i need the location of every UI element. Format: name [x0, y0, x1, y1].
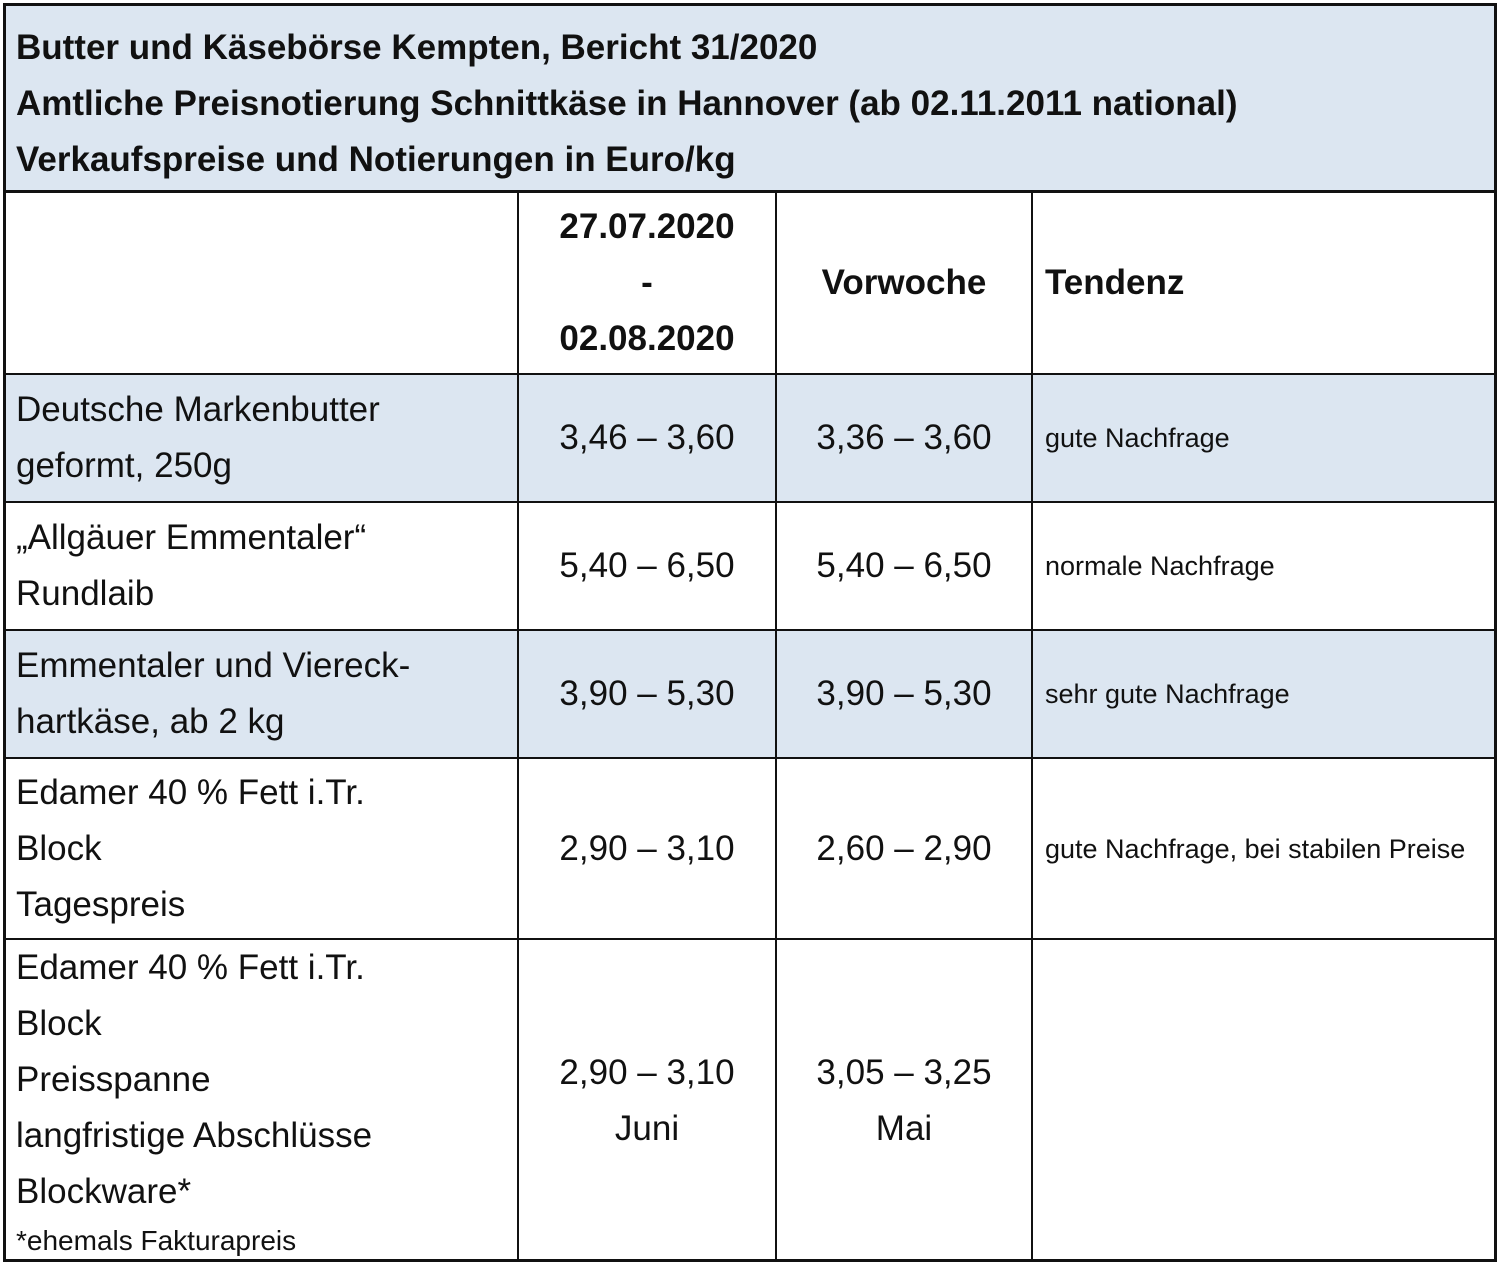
trend-text: normale Nachfrage [1032, 502, 1494, 630]
table-row [6, 939, 1494, 1262]
previous-price: 3,90 – 5,30 [776, 630, 1032, 758]
row-label-line: langfristige Abschlüsse [16, 1116, 373, 1155]
trend-text [1032, 939, 1494, 1262]
row-label-line: „Allgäuer Emmentaler“ [16, 518, 367, 557]
current-price: 3,46 – 3,60 [518, 374, 776, 502]
row-label-line: Deutsche Markenbutter [16, 390, 380, 429]
previous-price: 2,60 – 2,90 [776, 758, 1032, 939]
row-label [6, 502, 518, 630]
current-price: 5,40 – 6,50 [518, 502, 776, 630]
row-label-line: Tagespreis [16, 884, 186, 924]
row-label [6, 374, 518, 502]
header-date-range [518, 193, 776, 374]
row-label-line: Preisspanne [16, 1060, 211, 1099]
header-date-from: 27.07.2020 [559, 207, 735, 246]
previous-price-month: Mai [875, 1109, 933, 1148]
report-title-block [6, 6, 1494, 193]
header-date-to: 02.08.2020 [559, 319, 735, 358]
report-unit-line: Verkaufspreise und Notierungen in Euro/kg [16, 140, 736, 179]
header-empty-cell [6, 193, 518, 374]
trend-text: gute Nachfrage, bei stabilen Preise [1032, 758, 1494, 939]
current-price: 3,90 – 5,30 [518, 630, 776, 758]
row-label-line: Edamer 40 % Fett i.Tr. [16, 772, 365, 812]
row-label-line: Blockware* [16, 1172, 192, 1211]
row-label [6, 758, 518, 939]
header-trend: Tendenz [1032, 193, 1494, 374]
report-subtitle: Amtliche Preisnotierung Schnittkäse in Hannover (ab 02.11.2011 national) [16, 84, 1238, 123]
row-label-line: Block [16, 828, 102, 868]
header-row [6, 193, 1494, 374]
header-date-separator: - [641, 263, 653, 302]
price-table [6, 193, 1494, 1262]
table-row [6, 758, 1494, 939]
row-label [6, 939, 518, 1262]
price-report-table [3, 3, 1497, 1262]
trend-text: sehr gute Nachfrage [1032, 630, 1494, 758]
report-title: Butter und Käsebörse Kempten, Bericht 31/2020 [16, 28, 818, 67]
previous-price-range: 3,05 – 3,25 [816, 1053, 992, 1092]
table-row [6, 630, 1494, 758]
previous-price: 3,36 – 3,60 [776, 374, 1032, 502]
row-label-line: Block [16, 1004, 102, 1043]
trend-text: gute Nachfrage [1032, 374, 1494, 502]
current-price [518, 939, 776, 1262]
table-row [6, 374, 1494, 502]
current-price-month: Juni [614, 1109, 680, 1148]
table-row [6, 502, 1494, 630]
footnote: *ehemals Fakturapreis [16, 1225, 297, 1256]
previous-price [776, 939, 1032, 1262]
row-label [6, 630, 518, 758]
row-label-line: Emmentaler und Viereck- [16, 646, 411, 685]
row-label-line: hartkäse, ab 2 kg [16, 702, 285, 741]
current-price-range: 2,90 – 3,10 [559, 1053, 735, 1092]
row-label-line: Rundlaib [16, 574, 155, 613]
row-label-line: Edamer 40 % Fett i.Tr. [16, 948, 365, 987]
header-previous-week: Vorwoche [776, 193, 1032, 374]
previous-price: 5,40 – 6,50 [776, 502, 1032, 630]
row-label-line: geformt, 250g [16, 446, 232, 485]
current-price: 2,90 – 3,10 [518, 758, 776, 939]
